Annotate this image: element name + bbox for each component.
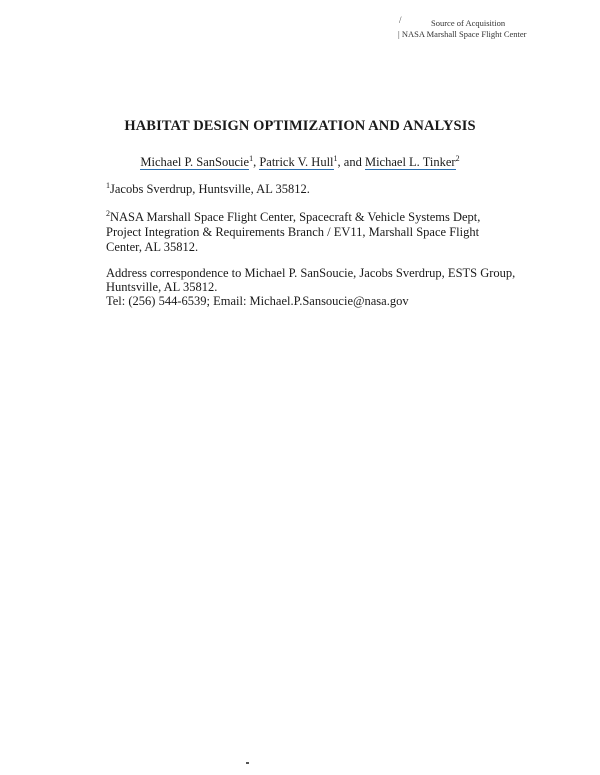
page-speck [246,762,249,764]
affiliation-nasa-mark: 2 [106,208,110,218]
author-separator: , [253,155,260,169]
stamp-line-center: | NASA Marshall Space Flight Center [398,29,527,39]
correspondence-contact: Tel: (256) 544-6539; Email: Michael.P.Sansoucie@nasa.gov [106,294,409,308]
author-tinker: Michael L. Tinker [364,155,456,169]
stamp-center-name: NASA Marshall Space Flight Center [401,29,527,39]
correspondence-address: Address correspondence to Michael P. SanSoucie, Jacobs Sverdrup, ESTS Group, Huntsville, AL 35812. [106,266,516,294]
author-hull: Patrick V. Hull [259,155,334,169]
source-acquisition-stamp [398,15,588,40]
author-sansoucie: Michael P. SanSoucie [140,155,250,169]
affiliation-nasa [106,210,506,255]
author-separator-and: , and [337,155,365,169]
affiliation-jacobs-mark: 1 [106,180,110,190]
author-list [0,155,600,170]
author-tinker-affil-mark: 2 [455,153,460,163]
correspondence-block [106,266,516,308]
author-hull-affil-mark: 1 [333,153,338,163]
author-sansoucie-affil-mark: 1 [249,153,254,163]
stamp-mark: / [399,15,402,25]
paper-title: HABITAT DESIGN OPTIMIZATION AND ANALYSIS [124,118,476,134]
affiliation-jacobs [106,182,506,197]
affiliation-nasa-text: NASA Marshall Space Flight Center, Spacecraft & Vehicle Systems Dept, Project Integration & Requirements Branch / EV11, Marshall Space Flight Center, AL 35812. [106,210,481,254]
stamp-line-source: Source of Acquisition [431,18,506,28]
affiliation-jacobs-text: Jacobs Sverdrup, Huntsville, AL 35812. [110,182,310,196]
